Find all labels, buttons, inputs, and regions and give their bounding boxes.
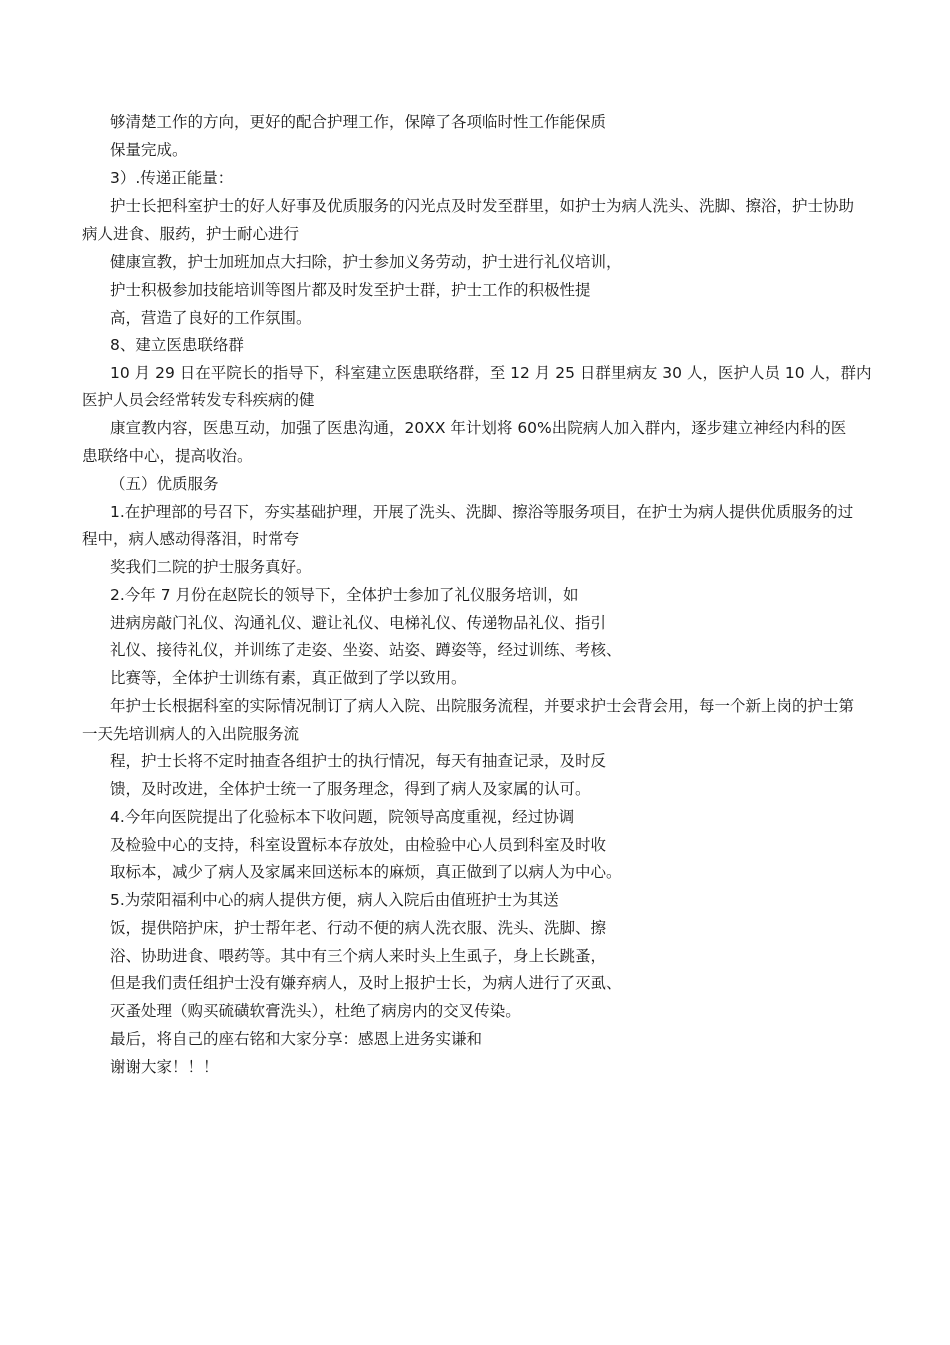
text-line: 康宣教内容，医患互动，加强了医患沟通，20XX 年计划将 60%出院病人加入群内，逐步建立神经内科的医 (110, 419, 847, 437)
text-line: 2.今年 7 月份在赵院长的领导下，全体护士参加了礼仪服务培训，如 (110, 586, 579, 604)
text-line: 5.为荥阳福利中心的病人提供方便，病人入院后由值班护士为其送 (110, 891, 559, 909)
text-line: 10 月 29 日在平院长的指导下，科室建立医患联络群，至 12 月 25 日群里病友 30 人，医护人员 10 人，群内 (110, 364, 872, 382)
text-line: 患联络中心，提高收治。 (82, 447, 253, 465)
text-line: 及检验中心的支持，科室设置标本存放处，由检验中心人员到科室及时收 (110, 836, 607, 854)
text-line: 礼仪、接待礼仪，并训练了走姿、坐姿、站姿、蹲姿等，经过训练、考核、 (110, 641, 622, 659)
text-line: （五）优质服务 (110, 475, 219, 493)
text-line: 饭，提供陪护床，护士帮年老、行动不便的病人洗衣服、洗头、洗脚、擦 (110, 919, 607, 937)
text-line: 比赛等，全体护士训练有素，真正做到了学以致用。 (110, 669, 467, 687)
text-line: 一天先培训病人的入出院服务流 (82, 725, 300, 743)
text-line: 8、建立医患联络群 (110, 336, 244, 354)
text-line: 程，护士长将不定时抽查各组护士的执行情况，每天有抽查记录，及时反 (110, 752, 607, 770)
text-line: 浴、协助进食、喂药等。其中有三个病人来时头上生虱子，身上长跳蚤， (110, 947, 607, 965)
text-line: 够清楚工作的方向，更好的配合护理工作，保障了各项临时性工作能保质 (110, 113, 607, 131)
text-line: 4.今年向医院提出了化验标本下收问题，院领导高度重视，经过协调 (110, 808, 575, 826)
text-line: 护士积极参加技能培训等图片都及时发至护士群，护士工作的积极性提 (110, 281, 591, 299)
text-line: 取标本，减少了病人及家属来回送标本的麻烦，真正做到了以病人为中心。 (110, 863, 622, 881)
text-line: 灭蚤处理（购买硫磺软膏洗头），杜绝了病房内的交叉传染。 (110, 1002, 521, 1020)
text-line: 医护人员会经常转发专科疾病的健 (82, 391, 315, 409)
text-line: 1.在护理部的号召下，夯实基础护理，开展了洗头、洗脚、擦浴等服务项目，在护士为病人提供优质服务的过 (110, 503, 854, 521)
text-line: 保量完成。 (110, 141, 188, 159)
text-line: 病人进食、服药，护士耐心进行 (82, 225, 300, 243)
text-line: 健康宣教，护士加班加点大扫除，护士参加义务劳动，护士进行礼仪培训， (110, 253, 622, 271)
text-line: 年护士长根据科室的实际情况制订了病人入院、出院服务流程，并要求护士会背会用，每一个新上岗的护士第 (110, 697, 855, 715)
text-line: 程中，病人感动得落泪，时常夸 (82, 530, 300, 548)
text-line: 最后，将自己的座右铭和大家分享：感恩上进务实谦和 (110, 1030, 483, 1048)
text-line: 护士长把科室护士的好人好事及优质服务的闪光点及时发至群里，如护士为病人洗头、洗脚、擦浴，护士协助 (110, 197, 855, 215)
text-line: 3）.传递正能量： (110, 169, 234, 187)
text-line: 谢谢大家！！！ (110, 1058, 219, 1076)
text-line: 进病房敲门礼仪、沟通礼仪、避让礼仪、电梯礼仪、传递物品礼仪、指引 (110, 614, 607, 632)
text-line: 奖我们二院的护士服务真好。 (110, 558, 312, 576)
text-line: 馈，及时改进，全体护士统一了服务理念，得到了病人及家属的认可。 (110, 780, 591, 798)
text-line: 高，营造了良好的工作氛围。 (110, 309, 312, 327)
text-line: 但是我们责任组护士没有嫌弃病人，及时上报护士长，为病人进行了灭虱、 (110, 974, 622, 992)
